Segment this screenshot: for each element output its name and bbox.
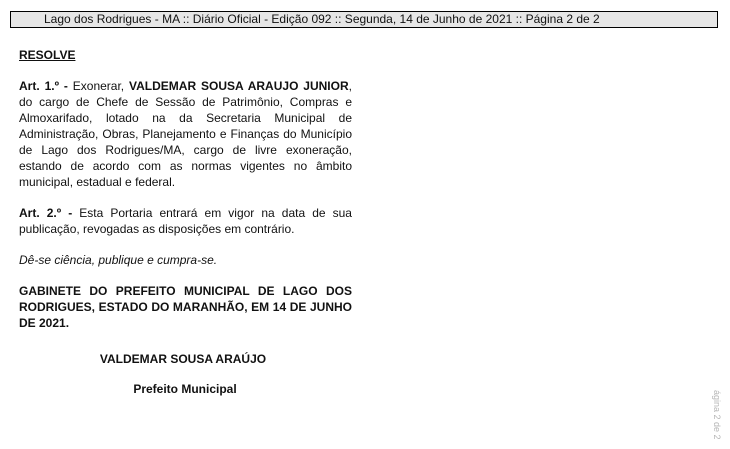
header-bar [10,11,718,28]
article-1-name: VALDEMAR SOUSA ARAUJO JUNIOR [129,79,349,93]
gabinete-statement: GABINETE DO PREFEITO MUNICIPAL DE LAGO DOS RODRIGUES, ESTADO DO MARANHÃO, EM 14 DE JUNHO DE 2021. [19,284,352,330]
article-2-text: Esta Portaria entrará em vigor na data de sua publicação, revogadas as disposições em contrário. [19,206,352,236]
signer-role: Prefeito Municipal [133,382,237,396]
closing-statement: Dê-se ciência, publique e cumpra-se. [19,253,218,267]
resolve-heading: RESOLVE [19,48,76,62]
article-1-text-before: Exonerar, [67,79,130,93]
document-body [19,47,352,397]
article-1 [19,78,352,190]
article-2 [19,205,352,237]
header-text: Lago dos Rodrigues - MA :: Diário Oficial - Edição 092 :: Segunda, 14 de Junho de 2021 :: Página 2 de 2 [44,12,600,26]
article-1-text-after: , do cargo de Chefe de Sessão de Patrimônio, Compras e Almoxarifado, lotado na da Secretaria Municipal de Administração, Obras, Planejamento e Finanças do Município de Lago dos Rodrigues/MA, cargo de livre exoneração, estando de acordo com as normas vigentes no âmbito municipal, estadual e federal. [19,79,352,189]
side-page-watermark: ágina 2 de 2 [712,390,722,440]
signer-name: VALDEMAR SOUSA ARAÚJO [99,352,267,366]
article-2-label: Art. 2.º - [19,206,73,220]
article-1-label: Art. 1.º - [19,79,68,93]
